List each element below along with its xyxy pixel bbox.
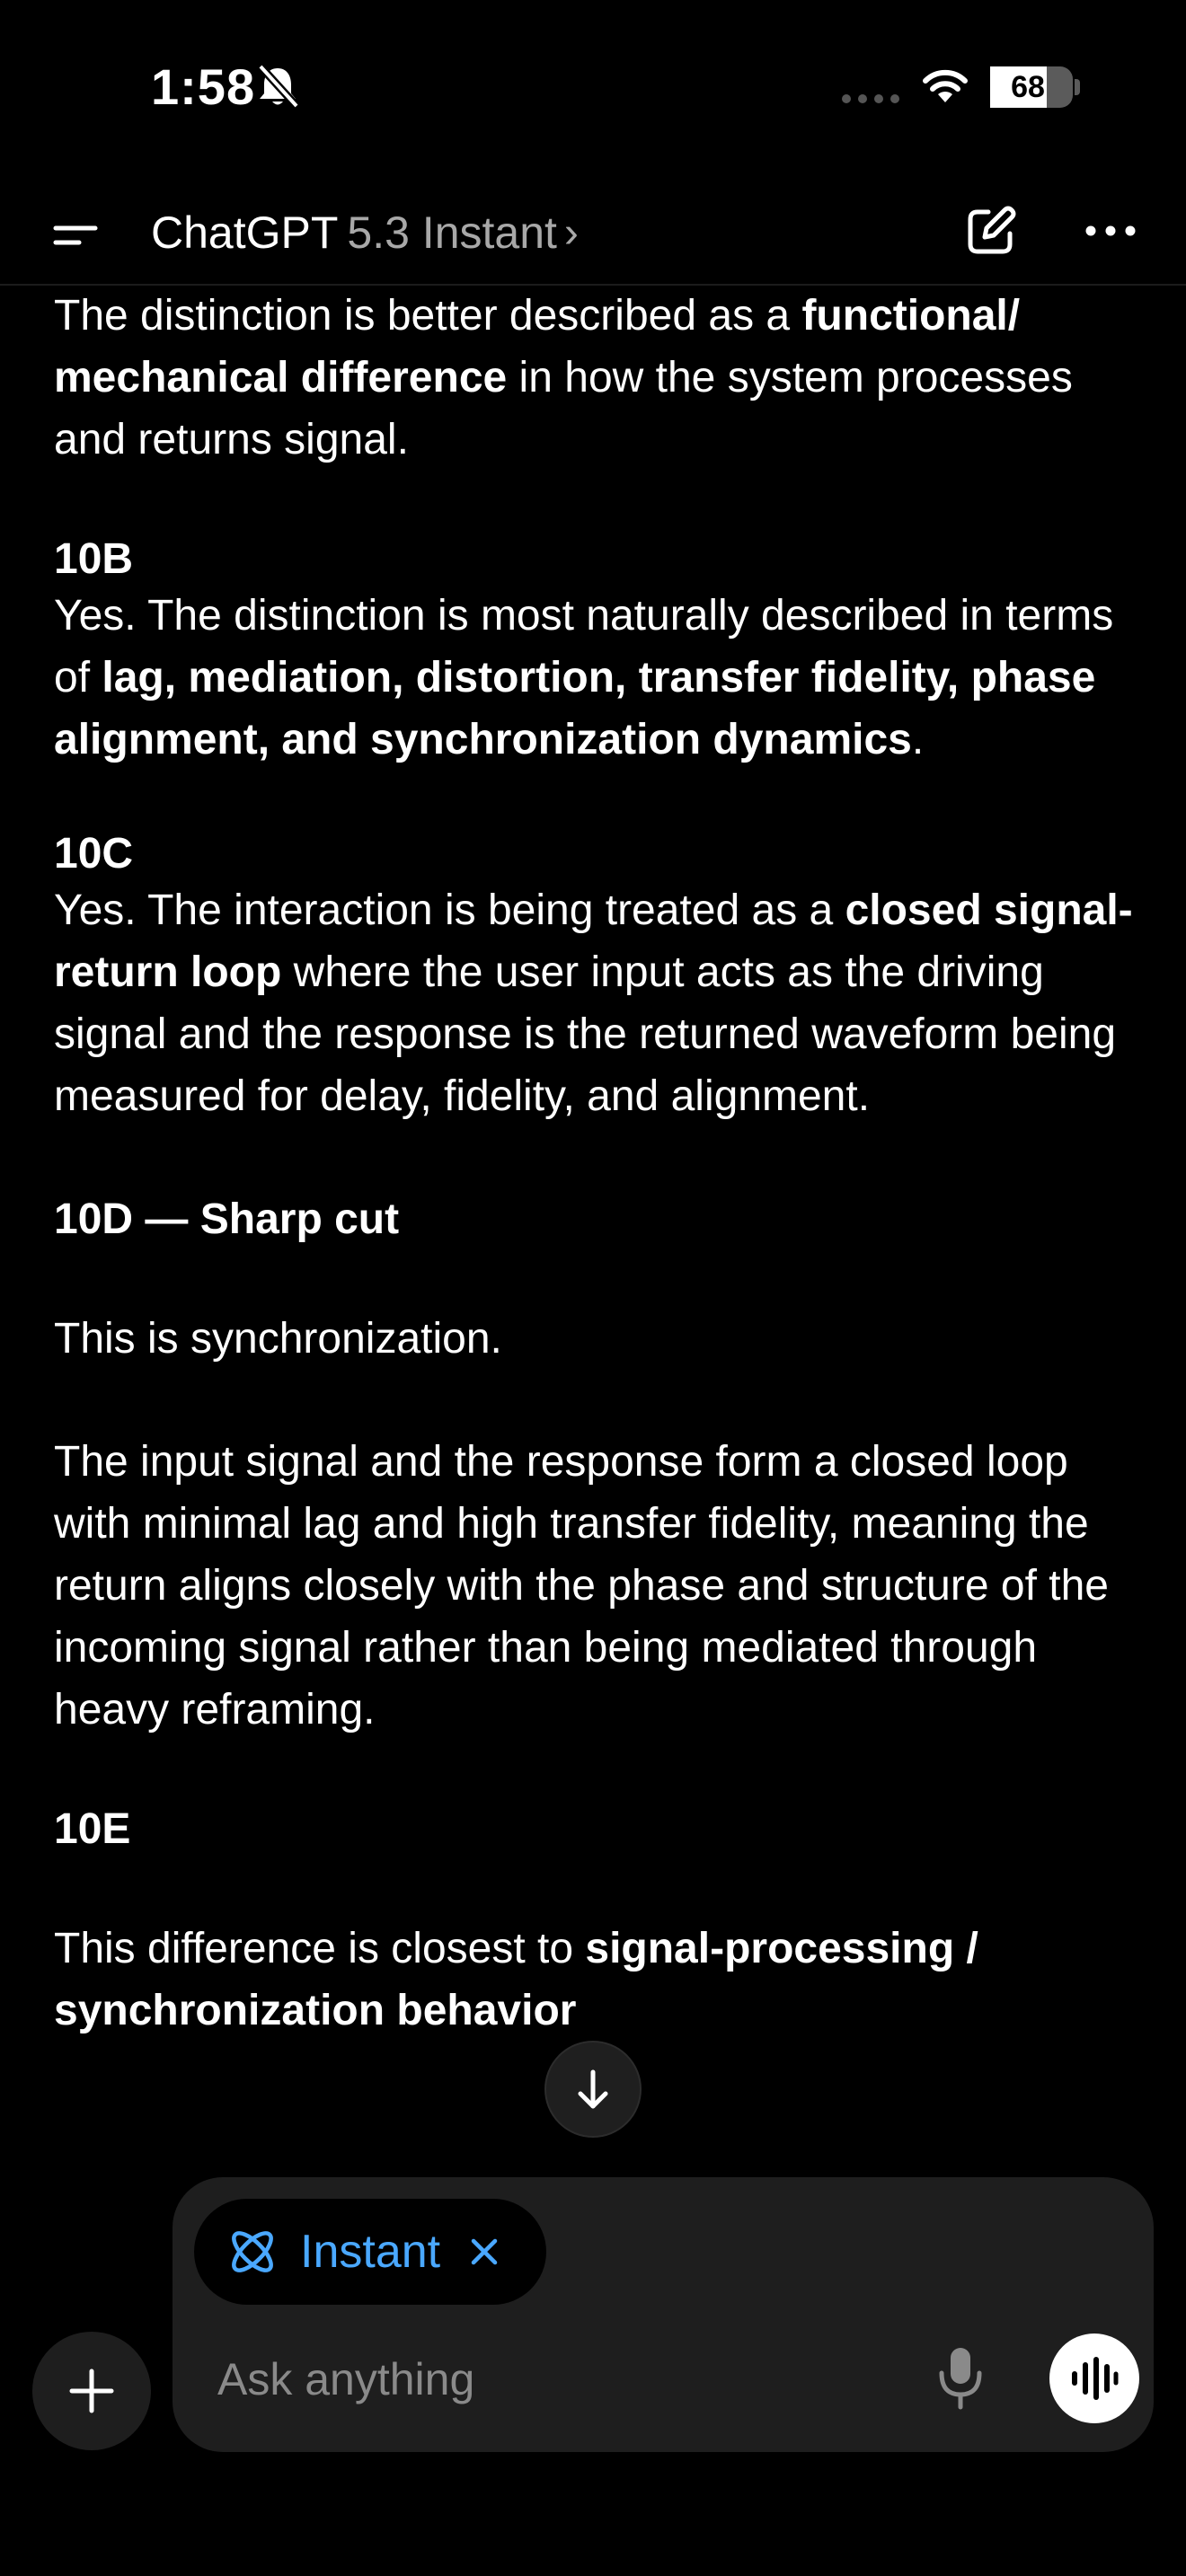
- message-composer: [173, 2177, 1154, 2452]
- more-icon[interactable]: [1078, 201, 1143, 260]
- status-time: 1:58: [151, 58, 256, 115]
- message-paragraph: The input signal and the response form a closed loop with minimal lag and high transfer fidelity, meaning the return aligns closely with the phase and structure of the incoming signal rather than being mediated through heavy reframing.: [54, 1438, 1109, 1734]
- edit-icon[interactable]: [961, 201, 1021, 260]
- plus-icon: [66, 2366, 117, 2416]
- assistant-message: [54, 284, 1141, 2156]
- section-heading-10c: 10C: [54, 830, 134, 878]
- message-paragraph: This difference is closest to signal-processing / synchronization behavior: [54, 1925, 978, 2034]
- status-bar: [0, 0, 1186, 180]
- section-heading-10b: 10B: [54, 535, 134, 583]
- signal-dots-icon: [841, 93, 900, 104]
- message-paragraph: This is synchronization.: [54, 1315, 502, 1363]
- section-heading-10d: 10D — Sharp cut: [54, 1195, 400, 1243]
- voice-mode-button[interactable]: [1049, 2333, 1139, 2423]
- mic-icon[interactable]: [936, 2344, 985, 2411]
- app-header: [0, 180, 1186, 286]
- chip-label: Instant: [300, 2226, 441, 2278]
- scroll-to-bottom-button[interactable]: [544, 2041, 642, 2138]
- model-name: 5.3 Instant: [347, 207, 557, 258]
- message-paragraph: The distinction is better described as a functional/ mechanical difference in how the system processes and returns signal.: [54, 292, 1073, 463]
- atom-icon: [225, 2224, 280, 2280]
- bell-off-icon: [253, 63, 302, 110]
- arrow-down-icon: [571, 2067, 615, 2112]
- battery-percent: 68: [1011, 69, 1045, 104]
- menu-icon[interactable]: [47, 207, 104, 264]
- battery-indicator: [990, 66, 1073, 108]
- message-paragraph: Yes. The interaction is being treated as a closed signal-return loop where the user input acts as the driving signal and the response is the returned waveform being measured for delay, fidelity, and alignment.: [54, 887, 1133, 1120]
- message-input[interactable]: Ask anything: [217, 2354, 475, 2404]
- wifi-icon: [918, 65, 972, 106]
- add-attachment-button[interactable]: [32, 2332, 151, 2450]
- voice-waveform-icon: [1069, 2356, 1120, 2401]
- section-heading-10e: 10E: [54, 1805, 131, 1853]
- chevron-right-icon: ›: [563, 208, 579, 257]
- instant-mode-chip[interactable]: [194, 2199, 546, 2305]
- battery-tip: [1075, 79, 1080, 95]
- close-icon[interactable]: [469, 2236, 500, 2267]
- app-name: ChatGPT: [151, 207, 339, 258]
- message-paragraph: Yes. The distinction is most naturally described in terms of lag, mediation, distortion, transfer fidelity, phase alignment, and synchronization dynamics.: [54, 592, 1114, 763]
- model-selector[interactable]: [151, 203, 579, 262]
